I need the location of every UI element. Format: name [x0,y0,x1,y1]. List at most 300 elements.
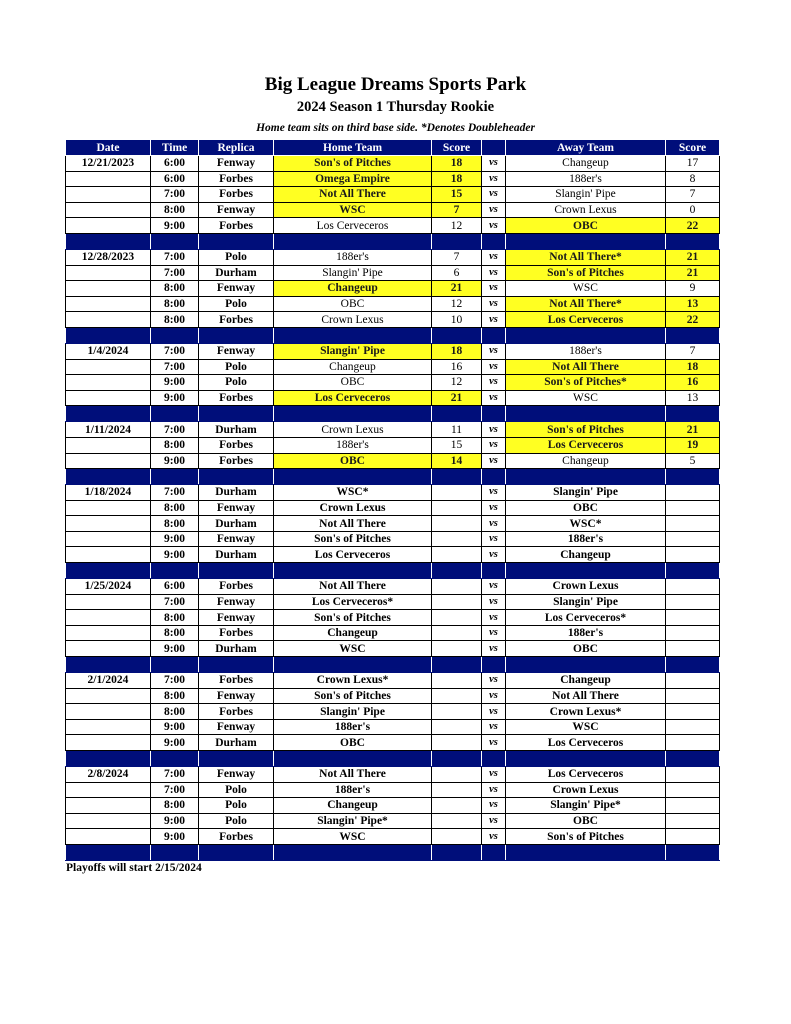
away-score: 13 [666,296,720,312]
separator-cell [66,657,151,673]
game-date [66,735,151,751]
separator-cell [482,751,506,767]
table-row [66,437,720,453]
vs-label: vs [482,798,506,814]
away-team: WSC [506,281,666,297]
game-date [66,171,151,187]
vs-label: vs [482,767,506,783]
away-score [666,531,720,547]
away-team: 188er's [506,625,666,641]
game-date [66,516,151,532]
separator-cell [66,469,151,485]
game-field: Forbes [199,390,274,406]
home-score [432,798,482,814]
separator-cell [432,657,482,673]
home-score: 12 [432,296,482,312]
home-team: 188er's [274,437,432,453]
week-separator [66,657,720,673]
game-field: Durham [199,547,274,563]
home-score: 6 [432,265,482,281]
game-field: Forbes [199,453,274,469]
away-team: Changeup [506,453,666,469]
vs-label: vs [482,156,506,172]
table-row [66,704,720,720]
game-field: Forbes [199,187,274,203]
separator-cell [482,657,506,673]
separator-cell [432,563,482,579]
away-team: Los Cerveceros [506,437,666,453]
separator-cell [199,844,274,860]
game-date [66,187,151,203]
away-score: 21 [666,265,720,281]
game-date [66,296,151,312]
separator-cell [151,657,199,673]
separator-cell [66,233,151,249]
separator-cell [482,563,506,579]
page-subtitle: 2024 Season 1 Thursday Rookie [296,99,495,115]
col-header-vs [482,140,506,156]
playoffs-note: Playoffs will start 2/15/2024 [66,862,202,874]
vs-label: vs [482,688,506,704]
away-score: 9 [666,281,720,297]
table-row [66,312,720,328]
vs-label: vs [482,673,506,689]
home-score: 12 [432,218,482,234]
vs-label: vs [482,485,506,501]
home-team: WSC [274,641,432,657]
game-field: Durham [199,735,274,751]
separator-cell [506,233,666,249]
away-score [666,610,720,626]
vs-label: vs [482,453,506,469]
home-score [432,813,482,829]
week-separator [66,327,720,343]
week-separator [66,751,720,767]
home-score: 12 [432,375,482,391]
vs-label: vs [482,265,506,281]
table-row [66,767,720,783]
separator-cell [199,657,274,673]
vs-label: vs [482,375,506,391]
vs-label: vs [482,218,506,234]
game-date [66,281,151,297]
game-field: Polo [199,798,274,814]
away-score: 21 [666,249,720,265]
col-header-home-score: Score [432,140,482,156]
vs-label: vs [482,500,506,516]
game-date: 12/28/2023 [66,249,151,265]
separator-cell [151,844,199,860]
table-row [66,516,720,532]
table-row [66,579,720,595]
col-header-home-team: Home Team [274,140,432,156]
home-team: Los Cerveceros [274,547,432,563]
away-score: 19 [666,437,720,453]
away-score [666,547,720,563]
away-score [666,516,720,532]
separator-cell [666,844,720,860]
game-time: 9:00 [151,813,199,829]
away-team: Not All There [506,359,666,375]
home-score [432,485,482,501]
table-row [66,798,720,814]
table-row [66,688,720,704]
home-team: OBC [274,375,432,391]
home-score [432,688,482,704]
vs-label: vs [482,704,506,720]
vs-label: vs [482,171,506,187]
home-score [432,767,482,783]
game-time: 7:00 [151,265,199,281]
table-row [66,625,720,641]
home-team: Crown Lexus [274,422,432,438]
home-team: WSC [274,202,432,218]
game-field: Forbes [199,829,274,845]
separator-cell [432,751,482,767]
away-team: WSC* [506,516,666,532]
home-score [432,735,482,751]
game-date [66,453,151,469]
away-team: Slangin' Pipe [506,485,666,501]
away-score: 22 [666,218,720,234]
away-team: Slangin' Pipe [506,594,666,610]
away-team: Not All There* [506,296,666,312]
home-score: 16 [432,359,482,375]
home-team: Son's of Pitches [274,531,432,547]
vs-label: vs [482,437,506,453]
separator-cell [482,844,506,860]
table-row [66,641,720,657]
col-header-away-score: Score [666,140,720,156]
home-team: WSC* [274,485,432,501]
separator-cell [506,563,666,579]
separator-cell [199,327,274,343]
home-team: Changeup [274,625,432,641]
away-team: Los Cerveceros [506,312,666,328]
away-team: Los Cerveceros [506,735,666,751]
separator-cell [506,751,666,767]
game-field: Forbes [199,312,274,328]
separator-cell [666,406,720,422]
table-row [66,610,720,626]
game-time: 9:00 [151,453,199,469]
home-team: Son's of Pitches [274,688,432,704]
game-field: Fenway [199,594,274,610]
home-team: Los Cerveceros* [274,594,432,610]
table-row [66,547,720,563]
game-field: Durham [199,485,274,501]
game-date [66,547,151,563]
separator-cell [432,844,482,860]
game-field: Fenway [199,343,274,359]
home-score: 7 [432,202,482,218]
vs-label: vs [482,735,506,751]
col-header-away-team: Away Team [506,140,666,156]
game-time: 8:00 [151,798,199,814]
game-field: Fenway [199,767,274,783]
game-field: Fenway [199,610,274,626]
schedule-body [66,156,720,861]
game-date [66,218,151,234]
separator-cell [66,563,151,579]
home-team: Crown Lexus* [274,673,432,689]
away-score: 5 [666,453,720,469]
vs-label: vs [482,187,506,203]
game-field: Fenway [199,281,274,297]
game-date [66,531,151,547]
vs-label: vs [482,249,506,265]
separator-cell [199,406,274,422]
game-field: Forbes [199,625,274,641]
table-row [66,422,720,438]
home-score: 7 [432,249,482,265]
separator-cell [66,406,151,422]
separator-cell [432,327,482,343]
away-team: Los Cerveceros [506,767,666,783]
away-score [666,641,720,657]
game-time: 8:00 [151,625,199,641]
away-team: Changeup [506,673,666,689]
home-team: WSC [274,829,432,845]
separator-cell [151,233,199,249]
home-team: Not All There [274,579,432,595]
away-score [666,625,720,641]
home-score [432,625,482,641]
separator-cell [274,844,432,860]
table-row [66,281,720,297]
game-date [66,375,151,391]
home-score [432,547,482,563]
home-team: Slangin' Pipe* [274,813,432,829]
home-team: Son's of Pitches [274,610,432,626]
away-team: Changeup [506,547,666,563]
game-date [66,782,151,798]
away-team: Son's of Pitches [506,265,666,281]
game-date: 2/8/2024 [66,767,151,783]
game-date [66,312,151,328]
home-score: 18 [432,156,482,172]
separator-cell [506,657,666,673]
game-time: 9:00 [151,829,199,845]
game-field: Polo [199,813,274,829]
away-score [666,594,720,610]
away-score [666,688,720,704]
separator-cell [274,469,432,485]
home-team: Slangin' Pipe [274,343,432,359]
game-time: 7:00 [151,343,199,359]
game-date: 1/11/2024 [66,422,151,438]
game-date [66,390,151,406]
game-time: 8:00 [151,500,199,516]
vs-label: vs [482,719,506,735]
separator-cell [506,327,666,343]
game-time: 7:00 [151,594,199,610]
separator-cell [666,469,720,485]
home-team: OBC [274,296,432,312]
game-field: Durham [199,422,274,438]
vs-label: vs [482,531,506,547]
game-field: Polo [199,249,274,265]
table-row [66,343,720,359]
table-row [66,202,720,218]
game-date: 1/25/2024 [66,579,151,595]
vs-label: vs [482,579,506,595]
away-score [666,500,720,516]
game-field: Fenway [199,688,274,704]
game-date [66,265,151,281]
separator-cell [66,844,151,860]
away-score [666,485,720,501]
game-time: 7:00 [151,485,199,501]
game-field: Polo [199,296,274,312]
game-time: 6:00 [151,171,199,187]
home-team: Slangin' Pipe [274,704,432,720]
away-team: Son's of Pitches [506,829,666,845]
away-team: Crown Lexus* [506,704,666,720]
schedule-table [65,139,720,861]
table-row [66,485,720,501]
away-score: 0 [666,202,720,218]
separator-cell [506,469,666,485]
away-team: 188er's [506,343,666,359]
game-field: Durham [199,641,274,657]
away-team: OBC [506,813,666,829]
away-score: 22 [666,312,720,328]
game-date [66,437,151,453]
away-team: Slangin' Pipe [506,187,666,203]
vs-label: vs [482,359,506,375]
away-score: 21 [666,422,720,438]
separator-cell [482,406,506,422]
game-field: Forbes [199,437,274,453]
game-time: 8:00 [151,704,199,720]
game-time: 8:00 [151,296,199,312]
away-team: OBC [506,218,666,234]
home-team: Omega Empire [274,171,432,187]
game-field: Durham [199,265,274,281]
game-time: 8:00 [151,281,199,297]
game-time: 8:00 [151,202,199,218]
away-score: 17 [666,156,720,172]
vs-label: vs [482,343,506,359]
game-time: 9:00 [151,735,199,751]
game-time: 9:00 [151,375,199,391]
game-time: 9:00 [151,641,199,657]
table-row [66,453,720,469]
game-date [66,704,151,720]
game-field: Forbes [199,171,274,187]
game-date [66,798,151,814]
game-date: 1/18/2024 [66,485,151,501]
vs-label: vs [482,782,506,798]
game-date [66,641,151,657]
separator-cell [482,327,506,343]
game-time: 9:00 [151,719,199,735]
separator-cell [66,327,151,343]
game-time: 9:00 [151,218,199,234]
table-row [66,218,720,234]
separator-cell [66,751,151,767]
table-row [66,673,720,689]
separator-cell [666,233,720,249]
home-team: 188er's [274,719,432,735]
separator-cell [666,657,720,673]
game-date [66,688,151,704]
game-time: 9:00 [151,390,199,406]
away-score [666,782,720,798]
table-row [66,156,720,172]
home-score: 18 [432,171,482,187]
page-title: Big League Dreams Sports Park [264,74,527,95]
game-field: Polo [199,375,274,391]
separator-cell [432,233,482,249]
vs-label: vs [482,516,506,532]
home-score [432,719,482,735]
week-separator [66,844,720,860]
vs-label: vs [482,641,506,657]
home-team: Not All There [274,516,432,532]
home-score: 15 [432,437,482,453]
away-team: Crown Lexus [506,782,666,798]
game-date [66,359,151,375]
separator-cell [666,751,720,767]
game-date: 2/1/2024 [66,673,151,689]
away-team: Slangin' Pipe* [506,798,666,814]
away-score: 8 [666,171,720,187]
home-team: Los Cerveceros [274,390,432,406]
week-separator [66,406,720,422]
vs-label: vs [482,610,506,626]
game-field: Fenway [199,719,274,735]
home-score: 21 [432,390,482,406]
game-time: 7:00 [151,673,199,689]
away-team: 188er's [506,171,666,187]
home-score [432,531,482,547]
game-time: 8:00 [151,312,199,328]
table-header-row [66,140,720,156]
vs-label: vs [482,625,506,641]
game-field: Durham [199,516,274,532]
home-score [432,579,482,595]
home-team: Los Cerveceros [274,218,432,234]
table-row [66,829,720,845]
separator-cell [151,327,199,343]
separator-cell [151,406,199,422]
separator-cell [274,406,432,422]
home-team: Crown Lexus [274,500,432,516]
home-team: 188er's [274,249,432,265]
game-time: 7:00 [151,782,199,798]
game-field: Polo [199,782,274,798]
separator-cell [151,563,199,579]
game-date: 12/21/2023 [66,156,151,172]
game-time: 8:00 [151,610,199,626]
week-separator [66,563,720,579]
vs-label: vs [482,296,506,312]
away-score [666,798,720,814]
away-score [666,735,720,751]
away-team: Crown Lexus [506,202,666,218]
home-team: Slangin' Pipe [274,265,432,281]
game-time: 7:00 [151,249,199,265]
game-date [66,625,151,641]
home-team: 188er's [274,782,432,798]
separator-cell [482,469,506,485]
separator-cell [151,751,199,767]
vs-label: vs [482,829,506,845]
table-row [66,500,720,516]
game-time: 6:00 [151,579,199,595]
